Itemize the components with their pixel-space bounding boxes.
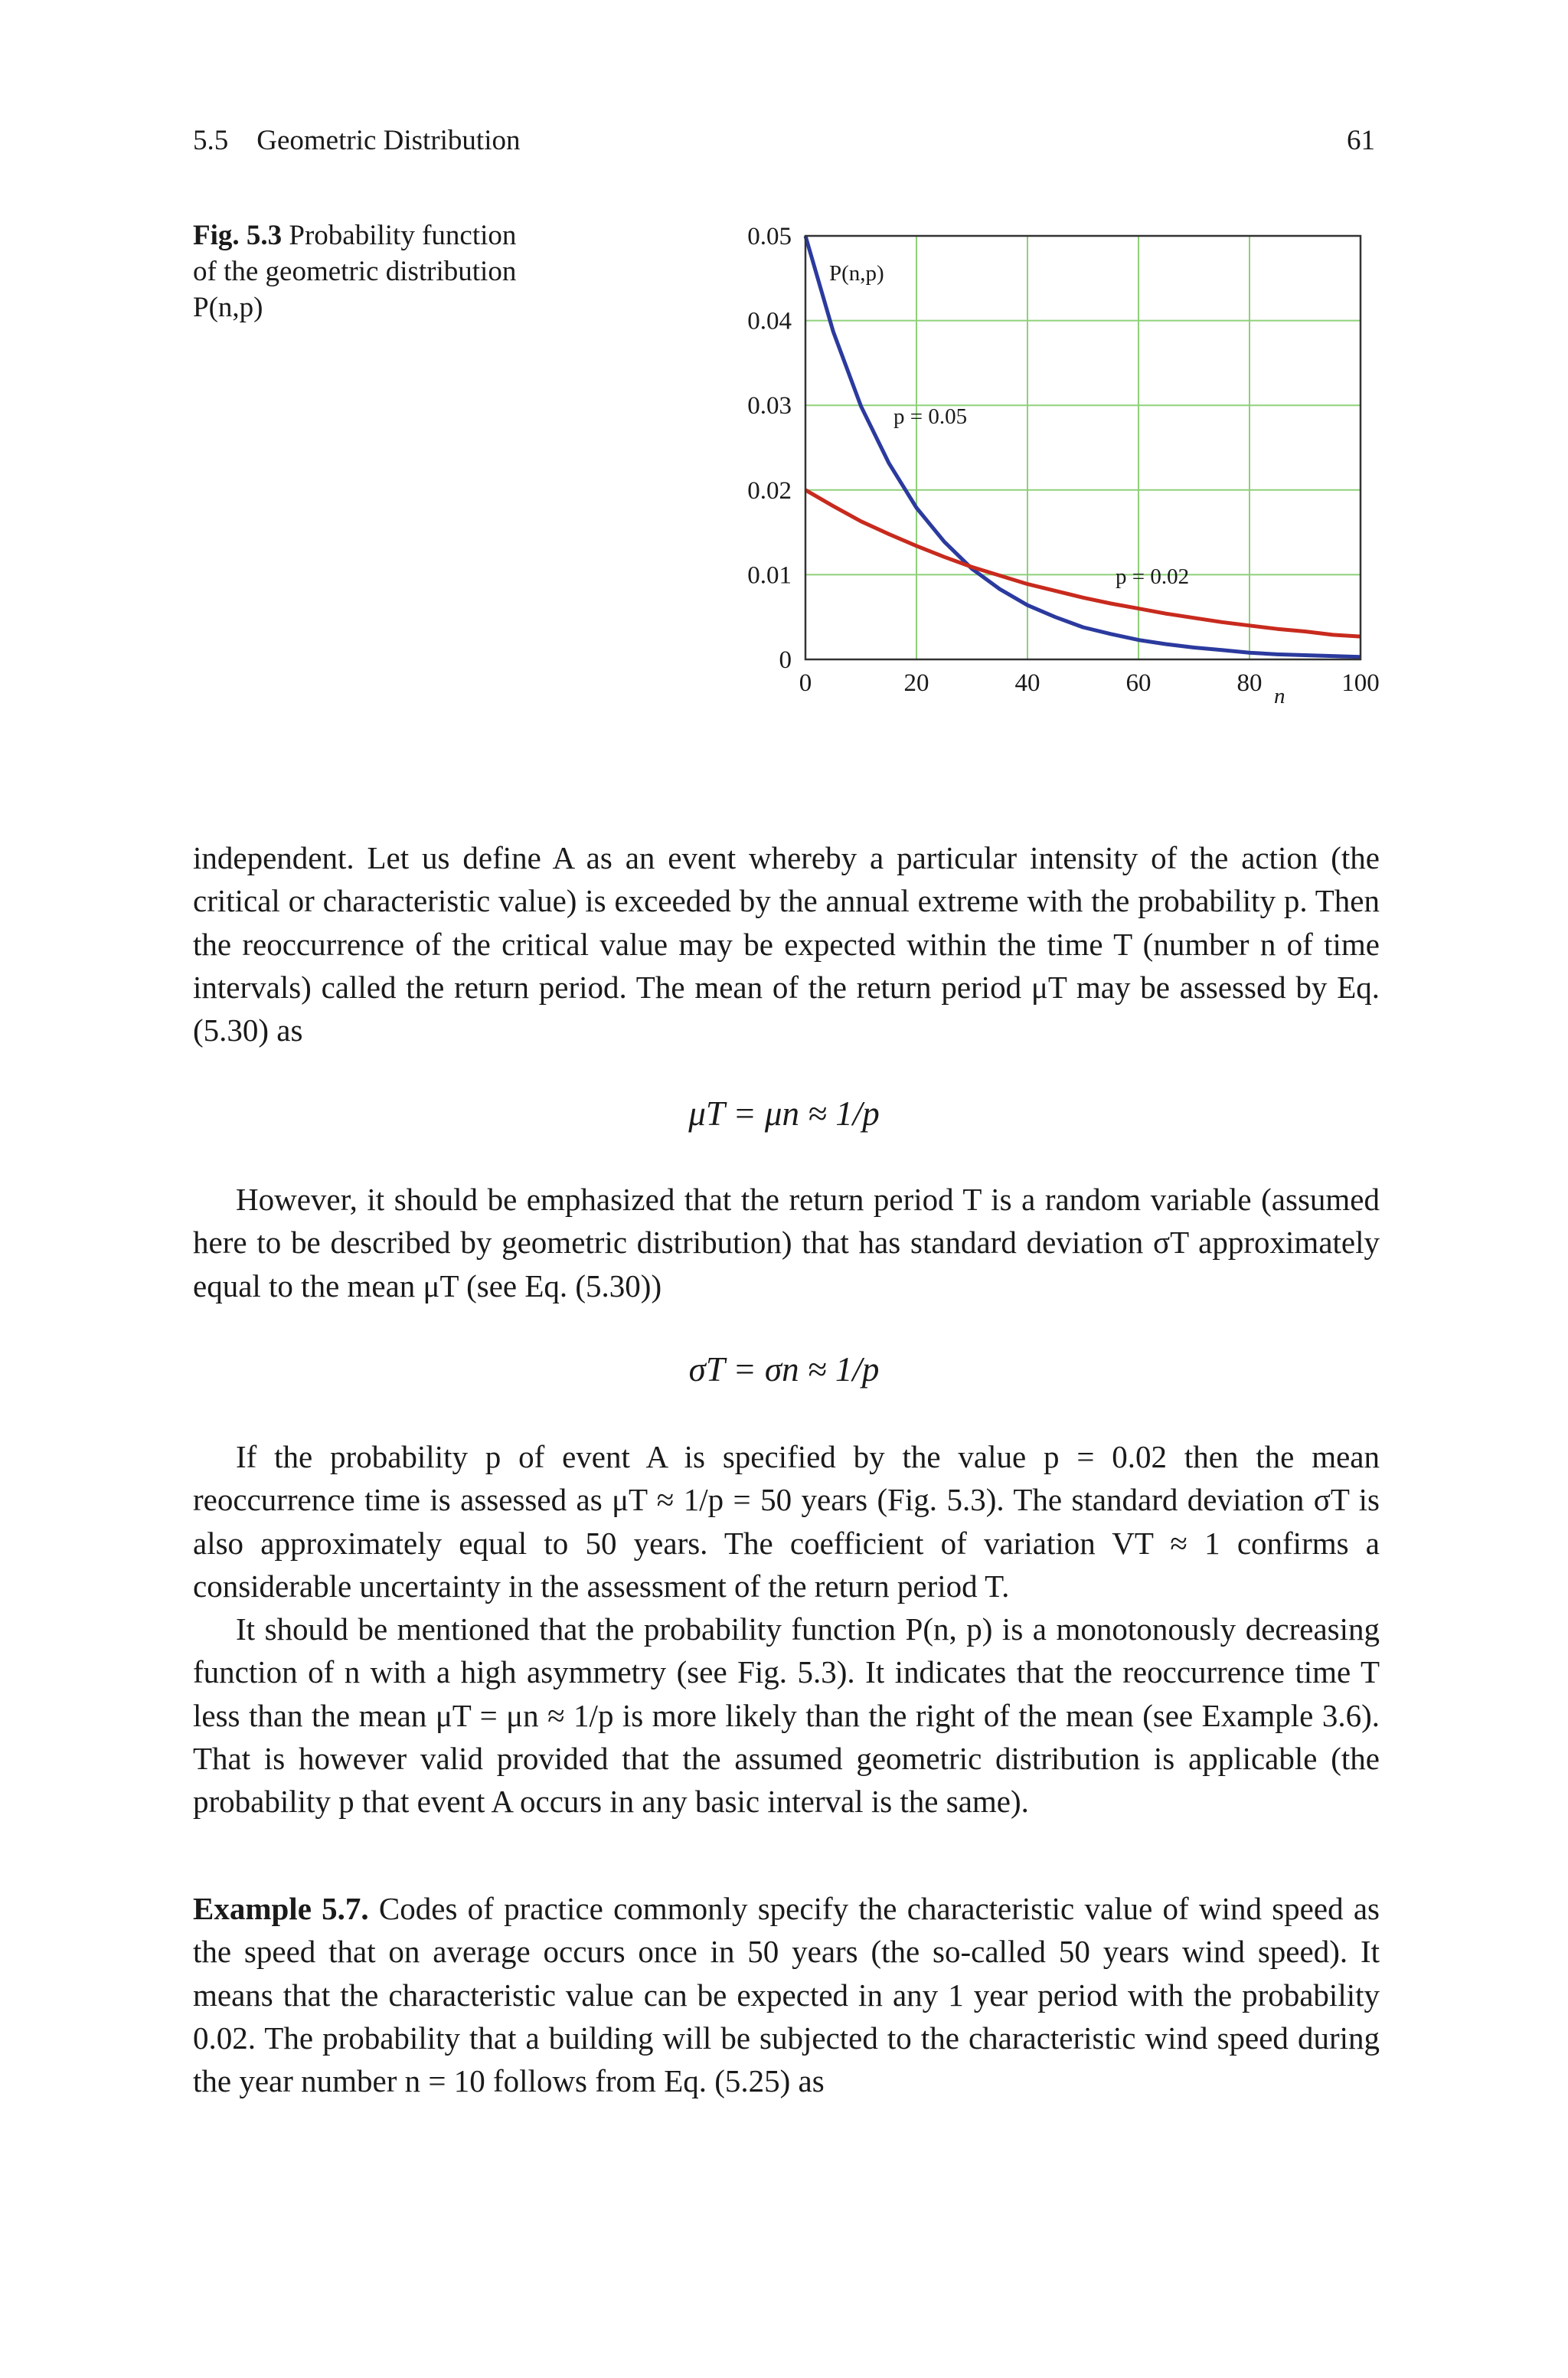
x-tick-label: 100 (1341, 669, 1380, 697)
data-point-series1-13 (1166, 613, 1167, 614)
series-line-p-0-05 (805, 236, 1361, 657)
data-point-series1-3 (888, 534, 889, 535)
data-point-series1-9 (1055, 590, 1056, 591)
example-5-7 (193, 1887, 1380, 2102)
example-body: Codes of practice commonly specify the characteristic value of wind speed as the speed that on average occurs once in 50 years (the so-called 50 years wind speed). It means that the characteristic value can be expected in any 1 year period with the probability 0.02. The probability that a building will be subjected to the characteristic wind speed during the year number n = 10 follows from Eq. (5.25) as (193, 1891, 1380, 2099)
paragraph-4: It should be mentioned that the probability function P(n, p) is a monotonously decreasing function of n with a high asymmetry (see Fig. 5.3). It indicates that the reoccurrence time T less than the mean μT = μn ≈ 1/p is more likely than the right of the mean (see Example 3.6). That is however valid provided that the assumed geometric distribution is applicable (the probability p that event A occurs in any basic interval is the same). (193, 1611, 1380, 1820)
paragraph-1: independent. Let us define A as an event whereby a particular intensity of the action (the critical or characteristic value) is exceeded by the annual extreme with the probability p. Then the reoccurrence of the critical value may be expected within the time T (number n of time intervals) called the return period. The mean of the return period μT may be assessed by Eq. (5.30) as (193, 840, 1380, 1048)
y-tick-label: 0 (779, 646, 792, 674)
tick-label-layer (747, 223, 1380, 697)
paragraph-2: However, it should be emphasized that the return period T is a random variable (assumed here to be described by geometric distribution) that has standard deviation σT approximately equal to the mean μT (see Eq. (5.30)) (193, 1182, 1380, 1303)
x-tick-label: 60 (1125, 669, 1152, 697)
figure-label: Fig. 5.3 (193, 220, 283, 251)
y-tick-label: 0.04 (747, 307, 792, 335)
data-point-series0-13 (1166, 644, 1167, 645)
figure-caption-text: Probability function of the geometric distribution P(n,p) (193, 220, 517, 323)
data-point-series0-11 (1110, 633, 1111, 634)
example-heading: Example 5.7. (193, 1891, 369, 1926)
running-head: 5.5 Geometric Distribution (193, 125, 521, 156)
ylabel-annotation: P(n,p) (829, 261, 884, 286)
series-label-p005: p = 0.05 (893, 404, 968, 429)
equation-mean-return-period: μT = μn ≈ 1/p (688, 1094, 880, 1133)
y-tick-label: 0.02 (747, 476, 792, 505)
data-point-series0-7 (999, 589, 1000, 590)
data-point-series1-5 (944, 557, 945, 558)
data-point-series1-15 (1221, 622, 1222, 623)
data-point-series0-5 (944, 541, 945, 542)
data-point-series1-16 (1249, 625, 1250, 626)
x-tick-label: 40 (1014, 669, 1040, 697)
y-tick-label: 0.03 (747, 392, 792, 420)
y-tick-label: 0.05 (747, 223, 792, 250)
xlabel: n (1274, 684, 1285, 708)
page-number: 61 (1347, 125, 1375, 156)
data-point-series0-1 (833, 331, 834, 332)
paragraph-3: If the probability p of event A is specified by the value p = 0.02 then the mean reoccurrence time is assessed as μT ≈ 1/p = 50 years (Fig. 5.3). The standard deviation σT is also approximately equal to 50 years. The coefficient of variation VT ≈ 1 confirms a considerable uncertainty in the assessment of the return period T. (193, 1439, 1380, 1604)
data-point-series1-17 (1277, 629, 1278, 630)
data-point-series1-1 (833, 505, 834, 506)
data-point-series0-17 (1277, 654, 1278, 655)
series-line-p-0-02 (805, 490, 1361, 636)
y-tick-label: 0.01 (747, 561, 792, 590)
x-tick-label: 0 (799, 669, 812, 697)
series-layer (805, 235, 1361, 657)
data-point-series0-15 (1221, 649, 1222, 650)
x-tick-label: 80 (1236, 669, 1263, 697)
series-label-p002: p = 0.02 (1116, 564, 1190, 589)
x-tick-label: 20 (903, 669, 929, 697)
data-point-series1-19 (1332, 634, 1333, 635)
equation-std-return-period: σT = σn ≈ 1/p (688, 1350, 880, 1389)
data-point-series1-7 (999, 575, 1000, 576)
